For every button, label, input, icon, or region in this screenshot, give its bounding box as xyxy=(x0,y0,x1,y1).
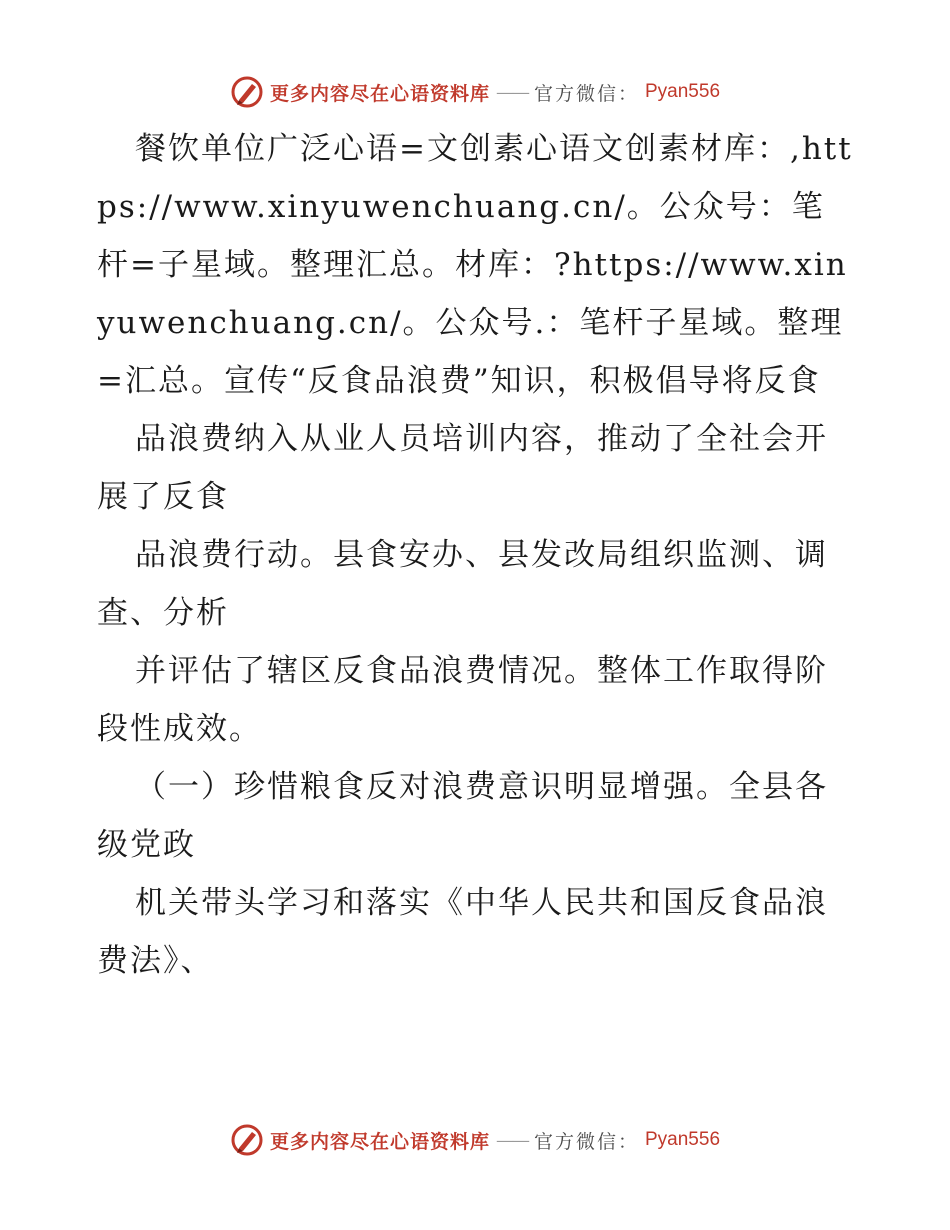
paragraph: 品浪费行动。县食安办、县发改局组织监测、调查、分析 xyxy=(97,537,828,631)
pen-logo-icon xyxy=(230,1123,264,1157)
paragraph: 机关带头学习和落实《中华人民共和国反食品浪费法》、 xyxy=(97,885,828,979)
paragraph: 餐饮单位广泛心语=文创素心语文创素材库：,https://www.xinyuwenchuang.cn/。公众号：笔杆=子星域。整理汇总。材库：?https://www.xinyuwenchuang.cn/。公众号.：笔杆子星域。整理=汇总。宣传“反食品浪费”知识，积极倡导将反食 xyxy=(97,131,853,399)
banner-wechat-id: Pyan556 xyxy=(645,1129,721,1150)
paragraph: （一）珍惜粮食反对浪费意识明显增强。全县各级党政 xyxy=(97,769,828,863)
banner-dash: —— xyxy=(495,1129,528,1151)
paragraph: 品浪费纳入从业人员培训内容，推动了全社会开展了反食 xyxy=(97,421,828,515)
banner-wechat-label: 官方微信： xyxy=(533,1130,639,1153)
banner-dash: —— xyxy=(495,81,528,103)
document-body xyxy=(97,120,857,990)
header-watermark-banner xyxy=(0,72,950,112)
banner-brand-text: 更多内容尽在心语资料库 xyxy=(269,1130,490,1153)
banner-brand-text: 更多内容尽在心语资料库 xyxy=(269,82,490,105)
pen-logo-icon xyxy=(230,75,264,109)
banner-wechat-label: 官方微信： xyxy=(533,82,639,105)
footer-watermark-banner xyxy=(0,1120,950,1160)
banner-wechat-id: Pyan556 xyxy=(645,81,721,102)
paragraph: 并评估了辖区反食品浪费情况。整体工作取得阶段性成效。 xyxy=(97,653,828,747)
